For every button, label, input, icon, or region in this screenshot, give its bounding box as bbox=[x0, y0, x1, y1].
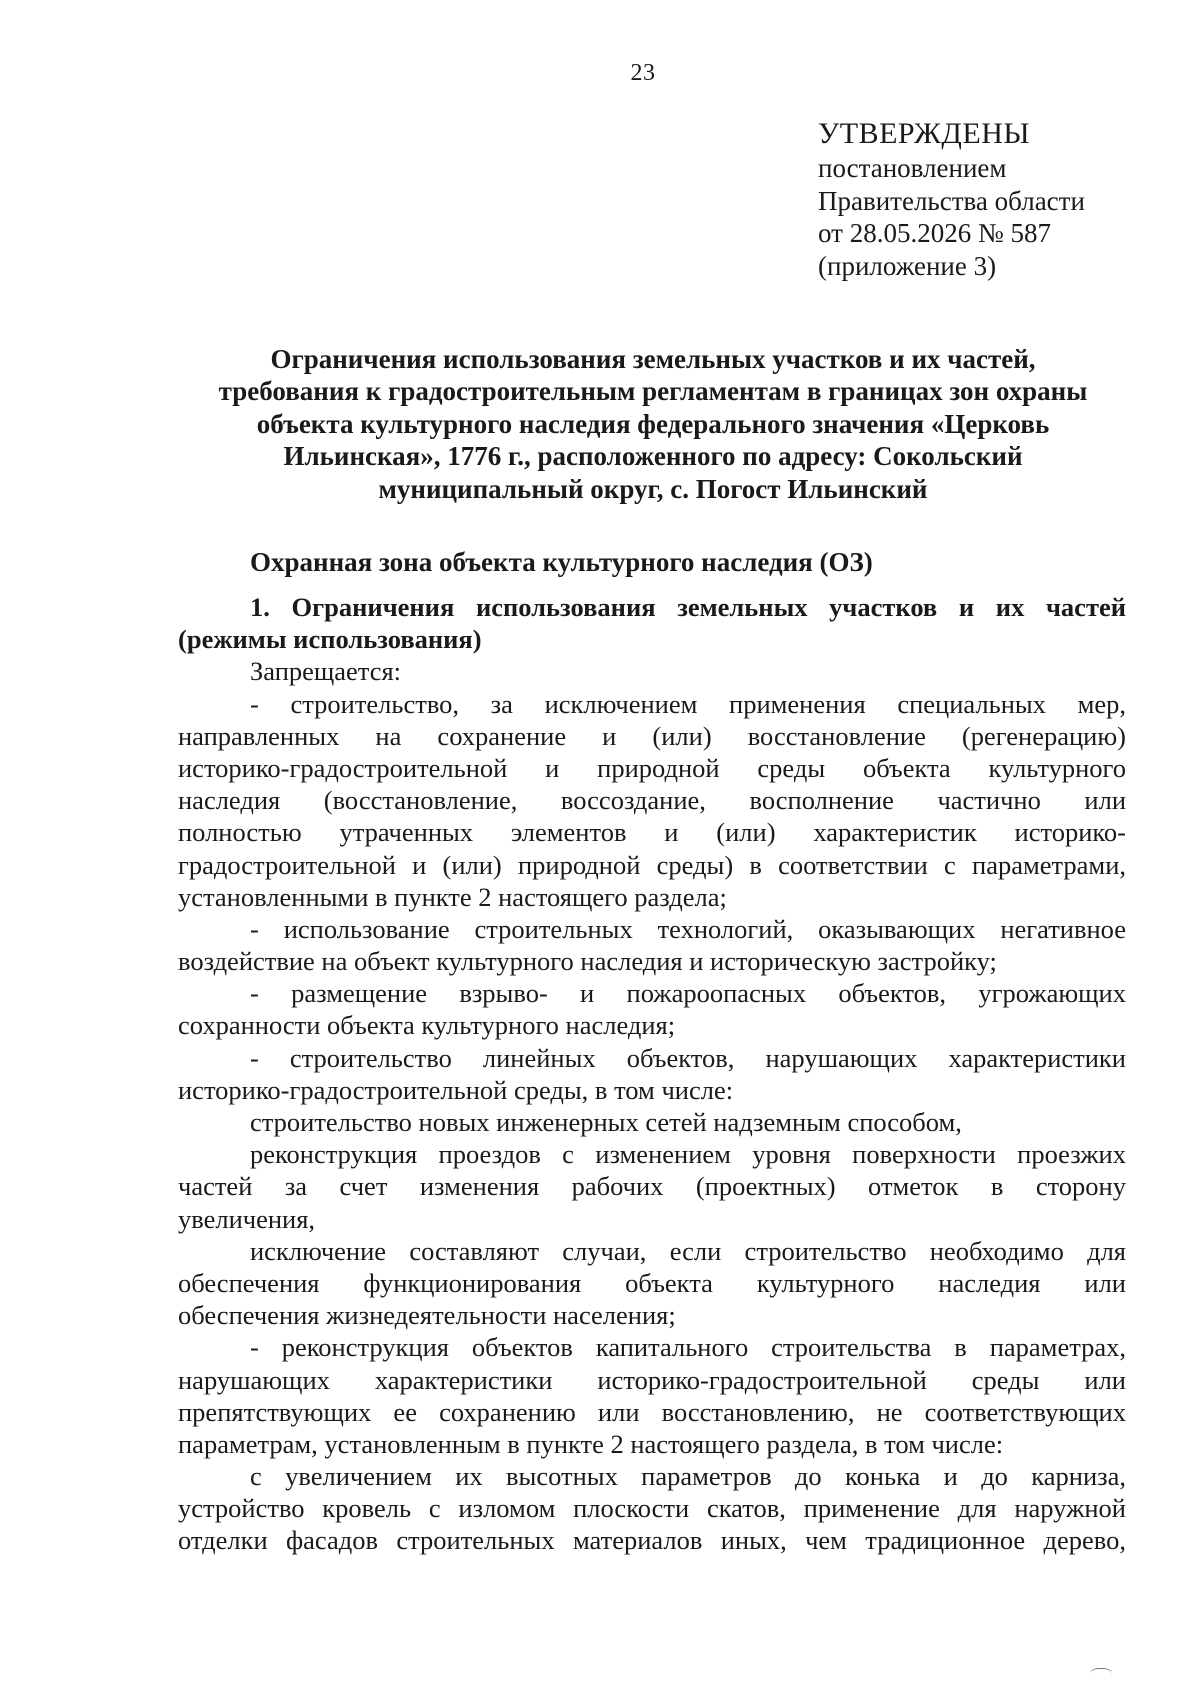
body-line: устройство кровель с изломом плоскости скатов, применение для наружной bbox=[178, 1493, 1126, 1524]
title-line: муниципальный округ, с. Погост Ильинский bbox=[378, 473, 928, 504]
body-line: - использование строительных технологий, оказывающих негативное bbox=[250, 913, 1126, 944]
approval-line: постановлением bbox=[818, 153, 1007, 183]
approval-line: от 28.05.2026 № 587 bbox=[818, 218, 1051, 248]
title-line: Ильинская», 1776 г., расположенного по адресу: Сокольский bbox=[283, 441, 1023, 472]
body-line: сохранности объекта культурного наследия; bbox=[178, 1010, 676, 1041]
body-line: - строительство, за исключением применения специальных мер, bbox=[250, 688, 1126, 719]
body-line: воздействие на объект культурного наследия и историческую застройку; bbox=[178, 946, 997, 977]
zone-heading: Охранная зона объекта культурного наследия (ОЗ) bbox=[250, 547, 873, 577]
document-title bbox=[170, 343, 1136, 505]
body-line: препятствующих ее сохранению или восстановлению, не соответствующих bbox=[178, 1396, 1126, 1427]
body-line: направленных на сохранение и (или) восстановление (регенерацию) bbox=[178, 720, 1126, 751]
body-line: строительство новых инженерных сетей надземным способом, bbox=[250, 1107, 962, 1137]
body-line: нарушающих характеристики историко-градостроительной среды или bbox=[178, 1364, 1126, 1395]
body-line: установленными в пункте 2 настоящего раздела; bbox=[178, 881, 727, 912]
title-line: требования к градостроительным регламентам в границах зон охраны bbox=[218, 376, 1088, 407]
approval-stamp bbox=[818, 116, 1198, 282]
body-line: историко-градостроительной и природной среды объекта культурного bbox=[178, 752, 1126, 783]
section-heading: (режимы использования) bbox=[178, 624, 482, 655]
body-line: увеличения, bbox=[178, 1203, 316, 1234]
body-line: историко-градостроительной среды, в том числе: bbox=[178, 1074, 734, 1105]
approval-line: Правительства области bbox=[818, 185, 1085, 216]
body-line: обеспечения функционирования объекта культурного наследия или bbox=[178, 1267, 1126, 1298]
body-line: - реконструкция объектов капитального строительства в параметрах, bbox=[250, 1332, 1126, 1363]
section-1 bbox=[178, 591, 1126, 1557]
approval-line: (приложение 3) bbox=[818, 250, 997, 281]
body-line: исключение составляют случаи, если строительство необходимо для bbox=[250, 1235, 1126, 1266]
body-line: отделки фасадов строительных материалов иных, чем традиционное дерево, bbox=[178, 1525, 1126, 1556]
body-line: Запрещается: bbox=[250, 656, 402, 687]
body-line: реконструкция проездов с изменением уровня поверхности проезжих bbox=[250, 1139, 1126, 1170]
body-line: градостроительной и (или) природной среды) в соответствии с параметрами, bbox=[178, 849, 1126, 880]
body-line: полностью утраченных элементов и (или) характеристик историко- bbox=[178, 817, 1126, 848]
section-heading: 1. Ограничения использования земельных участков и их частей bbox=[250, 592, 1126, 622]
title-line: объекта культурного наследия федерального значения «Церковь bbox=[256, 408, 1050, 439]
body-line: с увеличением их высотных параметров до конька и до карниза, bbox=[250, 1461, 1126, 1492]
body-line: - размещение взрыво- и пожароопасных объектов, угрожающих bbox=[250, 978, 1126, 1009]
title-line: Ограничения использования земельных участков и их частей, bbox=[270, 344, 1036, 374]
body-line: наследия (восстановление, воссоздание, восполнение частично или bbox=[178, 785, 1126, 816]
body-line: - строительство линейных объектов, нарушающих характеристики bbox=[250, 1042, 1126, 1073]
scan-artifact-mark bbox=[1090, 1668, 1112, 1683]
body-line: обеспечения жизнедеятельности населения; bbox=[178, 1300, 676, 1331]
approval-title: УТВЕРЖДЕНЫ bbox=[818, 117, 1031, 150]
page-number: 23 bbox=[630, 60, 656, 86]
body-line: параметрам, установленным в пункте 2 настоящего раздела, в том числе: bbox=[178, 1428, 1004, 1459]
body-line: частей за счет изменения рабочих (проектных) отметок в сторону bbox=[178, 1171, 1126, 1202]
